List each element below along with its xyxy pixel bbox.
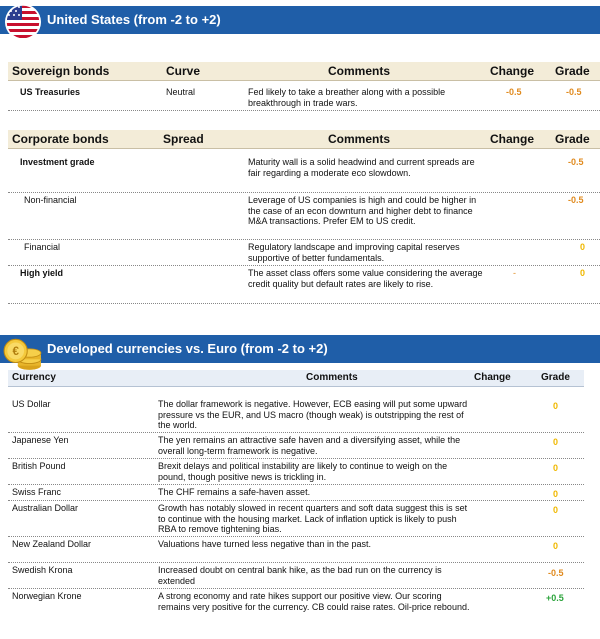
col-currency: Currency (12, 372, 56, 383)
table-row (8, 194, 600, 240)
row-grade: 0 (580, 268, 586, 278)
row-change: - (513, 268, 516, 278)
row-comment: Growth has notably slowed in recent quarters and soft data suggest this is set to continue with the housing market. Lack of inflation uptick is likely to push RBA to remove tightening bias. (158, 503, 468, 534)
us-section-banner (0, 6, 600, 34)
table-row (8, 590, 584, 626)
row-comment: Regulatory landscape and improving capital reserves supportive of better fundamentals. (248, 242, 460, 263)
row-grade: 0 (553, 541, 559, 551)
row-grade: -0.5 (568, 157, 584, 167)
col-comments: Comments (328, 132, 391, 146)
row-comment: Valuations have turned less negative than in the past. (158, 539, 371, 549)
row-name: Non-financial (24, 195, 77, 205)
fx-section-title: Developed currencies vs. Euro (from -2 to +2) (47, 341, 328, 356)
us-flag-icon (4, 3, 42, 41)
row-change: -0.5 (506, 87, 522, 97)
table-row (8, 538, 584, 563)
col-curve: Curve (166, 64, 201, 78)
row-grade: 0 (553, 505, 559, 515)
table-row (8, 502, 584, 537)
row-comment: Leverage of US companies is high and could be higher in the case of an econ downturn and higher debt to finance M&A transactions. Prefer EM to US credit. (248, 195, 477, 226)
row-curve: Neutral (166, 87, 196, 97)
col-grade: Grade (555, 132, 590, 146)
row-name: High yield (20, 268, 64, 278)
row-comment: Maturity wall is a solid headwind and current spreads are fair regarding a moderate eco slowdown. (248, 157, 475, 178)
currency-table-header (8, 370, 584, 387)
table-row (8, 398, 584, 433)
col-corporate-bonds: Corporate bonds (12, 132, 109, 146)
row-grade: 0 (553, 489, 559, 499)
row-name: Financial (24, 242, 61, 252)
row-comment: The CHF remains a safe-haven asset. (158, 487, 311, 497)
row-name: Norwegian Krone (12, 591, 82, 601)
table-row (8, 156, 600, 193)
col-comments: Comments (328, 64, 391, 78)
row-grade: 0 (553, 437, 559, 447)
table-row (8, 241, 600, 266)
row-grade: 0 (553, 463, 559, 473)
row-comment: Brexit delays and political instability are likely to continue to weigh on the pound, though positive news is trickling in. (158, 461, 448, 482)
row-comment: Fed likely to take a breather along with a possible breakthrough in trade wars. (248, 87, 446, 108)
row-grade: 0 (580, 242, 586, 252)
row-name: US Treasuries (20, 87, 81, 97)
row-name: US Dollar (12, 399, 51, 409)
row-name: Japanese Yen (12, 435, 69, 445)
table-row (8, 267, 600, 304)
row-comment: The asset class offers some value considering the average credit quality but default rates are likely to rise. (248, 268, 483, 289)
table-row (8, 564, 584, 589)
row-comment: A strong economy and rate hikes support our positive view. Our scoring remains very positive for the currency. CB could raise rates. Oil-price rebound. (158, 591, 470, 612)
row-grade: 0 (553, 401, 559, 411)
col-change: Change (474, 372, 511, 383)
col-change: Change (490, 132, 535, 146)
row-name: New Zealand Dollar (12, 539, 92, 549)
col-grade: Grade (555, 64, 590, 78)
row-grade: -0.5 (548, 568, 564, 578)
col-comments: Comments (306, 372, 358, 383)
table-row (8, 86, 600, 111)
row-grade: +0.5 (546, 593, 564, 603)
row-grade: -0.5 (566, 87, 582, 97)
corporate-bonds-header (8, 130, 600, 149)
row-name: Swedish Krona (12, 565, 73, 575)
row-name: Investment grade (20, 157, 95, 167)
row-grade: -0.5 (568, 195, 584, 205)
col-sovereign-bonds: Sovereign bonds (12, 64, 110, 78)
row-comment: Increased doubt on central bank hike, as the bad run on the currency is extended (158, 565, 442, 586)
col-spread: Spread (163, 132, 204, 146)
row-name: Australian Dollar (12, 503, 79, 513)
row-name: Swiss Franc (12, 487, 62, 497)
row-comment: The yen remains an attractive safe haven and a diversifying asset, while the overall long-term framework is negative. (158, 435, 461, 456)
sovereign-bonds-header (8, 62, 600, 81)
table-row (8, 486, 584, 501)
col-grade: Grade (541, 372, 570, 383)
coins-icon (2, 333, 42, 373)
svg-text:€: € (12, 346, 19, 359)
us-section-title: United States (from -2 to +2) (47, 12, 221, 27)
col-change: Change (490, 64, 535, 78)
fx-section-banner (0, 335, 600, 363)
row-comment: The dollar framework is negative. However, ECB easing will put some upward pressure vs the EUR, and US macro (though weak) is outstripping the rest of the world. (158, 399, 468, 430)
table-row (8, 460, 584, 485)
row-name: British Pound (12, 461, 66, 471)
table-row (8, 434, 584, 459)
